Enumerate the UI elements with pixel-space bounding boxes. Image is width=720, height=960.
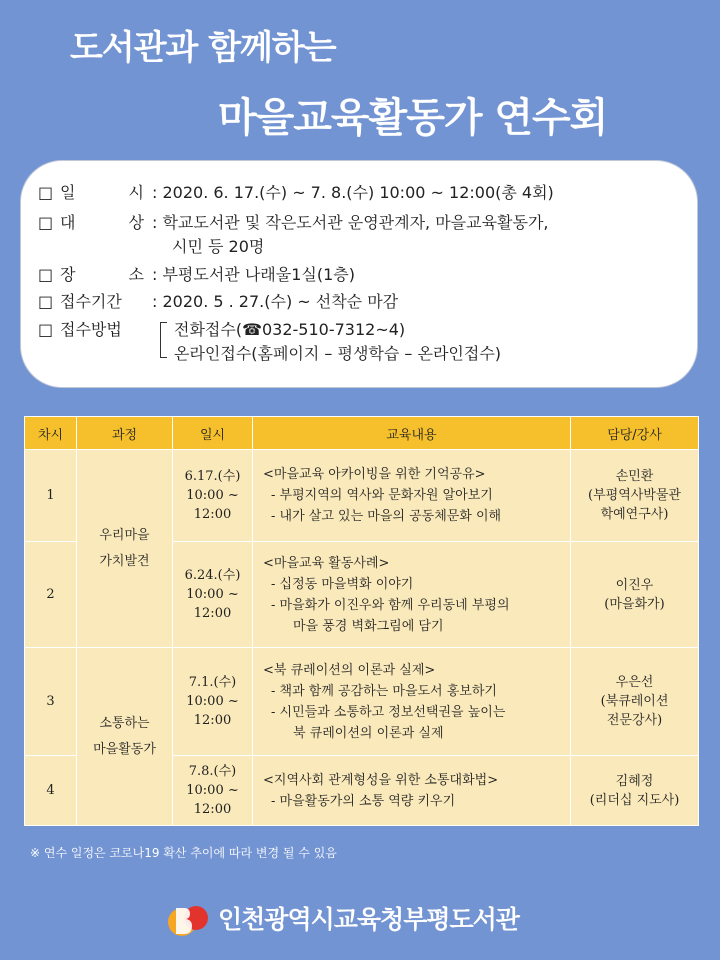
- info-value: : 학교도서관 및 작은도서관 운영관계자, 마을교육활동가,: [152, 213, 549, 232]
- cell-content: [253, 450, 571, 542]
- cell-content: [253, 542, 571, 648]
- library-logo-icon: [166, 898, 214, 942]
- col-header-lecturer: 담당/강사: [571, 417, 699, 450]
- cell-date: [173, 756, 253, 826]
- lecturer-name: 손민환: [615, 469, 654, 484]
- logo-letter-shape: [176, 908, 192, 934]
- info-value-phone: 전화접수(☎032-510-7312~4): [174, 320, 406, 339]
- bracket-shape: [160, 322, 167, 358]
- checkbox-icon: □: [38, 320, 54, 339]
- info-row-place: [38, 264, 168, 286]
- cell-content: [253, 648, 571, 756]
- table-row: [25, 648, 699, 756]
- date-start: 10:00 ~: [186, 488, 239, 503]
- cell-content: [253, 756, 571, 826]
- date-day: 7.8.(수): [188, 764, 237, 779]
- lecturer-name: 우은선: [615, 675, 654, 690]
- lecturer-org: (마을화가): [604, 596, 665, 612]
- col-header-date: 일시: [173, 417, 253, 450]
- date-day: 7.1.(수): [188, 675, 237, 690]
- cell-no: 4: [25, 756, 77, 826]
- content-item: - 부평지역의 역사와 문화자원 알아보기: [271, 488, 493, 503]
- cell-course: [77, 450, 173, 648]
- content-title: <마을교육 활동사례>: [263, 555, 390, 571]
- lecturer-org: 학예연구사): [600, 507, 669, 522]
- content-title: <지역사회 관계형성을 위한 소통대화법>: [263, 772, 499, 788]
- cell-no: 2: [25, 542, 77, 648]
- date-end: 12:00: [193, 606, 232, 621]
- info-label: 접수방법: [60, 320, 122, 339]
- info-value-cont: 시민 등 20명: [172, 237, 265, 256]
- footnote: ※ 연수 일정은 코로나19 확산 추이에 따라 변경 될 수 있음: [30, 846, 337, 860]
- table-header-row: [25, 417, 699, 450]
- content-item: - 마을화가 이진우와 함께 우리동네 부평의: [271, 597, 510, 613]
- content-title: <마을교육 아카이빙을 위한 기억공유>: [263, 467, 486, 482]
- info-row-date: [38, 182, 168, 204]
- info-row-method: [38, 319, 160, 341]
- date-start: 10:00 ~: [186, 587, 239, 602]
- cell-lecturer: [571, 542, 699, 648]
- cell-no: 3: [25, 648, 77, 756]
- cell-course: [77, 648, 173, 826]
- info-label: 대 상: [60, 213, 168, 232]
- page-title-line2: 마을교육활동가 연수회: [218, 95, 608, 141]
- info-value: : 부평도서관 나래울1실(1층): [152, 265, 355, 284]
- date-end: 12:00: [193, 802, 232, 817]
- checkbox-icon: □: [38, 183, 54, 202]
- lecturer-org: (리더십 지도사): [589, 792, 680, 808]
- content-item: - 시민들과 소통하고 정보선택권을 높이는: [271, 704, 506, 720]
- date-start: 10:00 ~: [186, 694, 239, 709]
- info-label: 일 시: [60, 183, 168, 202]
- org-name: 인천광역시교육청부평도서관: [218, 905, 519, 934]
- lecturer-org: 전문강사): [606, 713, 663, 728]
- checkbox-icon: □: [38, 213, 54, 232]
- content-item: 북 큐레이션의 이론과 실제: [293, 725, 444, 741]
- course-name: 우리마을 가치발견: [99, 527, 150, 569]
- date-day: 6.17.(수): [184, 469, 241, 484]
- content-item: - 내가 살고 있는 마을의 공동체문화 이해: [271, 509, 502, 524]
- schedule-table: [24, 416, 699, 826]
- checkbox-icon: □: [38, 292, 54, 311]
- info-label: 접수기간: [60, 292, 122, 311]
- cell-date: [173, 450, 253, 542]
- info-value: : 2020. 6. 17.(수) ~ 7. 8.(수) 10:00 ~ 12:00(총 4회): [152, 183, 554, 202]
- col-header-no: 차시: [25, 417, 77, 450]
- cell-lecturer: [571, 648, 699, 756]
- page-title-line1: 도서관과 함께하는: [70, 28, 336, 68]
- lecturer-org: (북큐레이션: [600, 694, 669, 709]
- cell-date: [173, 648, 253, 756]
- checkbox-icon: □: [38, 265, 54, 284]
- date-end: 12:00: [193, 713, 232, 728]
- info-value: : 2020. 5 . 27.(수) ~ 선착순 마감: [152, 292, 399, 311]
- content-item: 마을 풍경 벽화그림에 담기: [293, 618, 444, 634]
- content-item: - 십정동 마을벽화 이야기: [271, 576, 414, 592]
- info-label: 장 소: [60, 265, 168, 284]
- date-start: 10:00 ~: [186, 783, 239, 798]
- cell-lecturer: [571, 756, 699, 826]
- info-value-online: 온라인접수(홈페이지 – 평생학습 – 온라인접수): [174, 344, 502, 363]
- cell-lecturer: [571, 450, 699, 542]
- lecturer-org: (부평역사박물관: [588, 488, 681, 503]
- content-item: - 책과 함께 공감하는 마을도서 홍보하기: [271, 683, 497, 699]
- lecturer-name: 이진우: [615, 577, 654, 593]
- col-header-content: 교육내용: [253, 417, 571, 450]
- col-header-course: 과정: [77, 417, 173, 450]
- date-end: 12:00: [193, 507, 232, 522]
- course-name: 소통하는 마을활동가: [93, 715, 156, 757]
- content-title: <북 큐레이션의 이론과 실제>: [263, 662, 436, 678]
- lecturer-name: 김혜정: [615, 773, 654, 789]
- date-day: 6.24.(수): [184, 568, 241, 583]
- table-row: [25, 450, 699, 542]
- info-row-period: [38, 291, 160, 313]
- cell-date: [173, 542, 253, 648]
- content-item: - 마을활동가의 소통 역량 키우기: [271, 793, 456, 809]
- cell-no: 1: [25, 450, 77, 542]
- info-row-target: [38, 212, 168, 234]
